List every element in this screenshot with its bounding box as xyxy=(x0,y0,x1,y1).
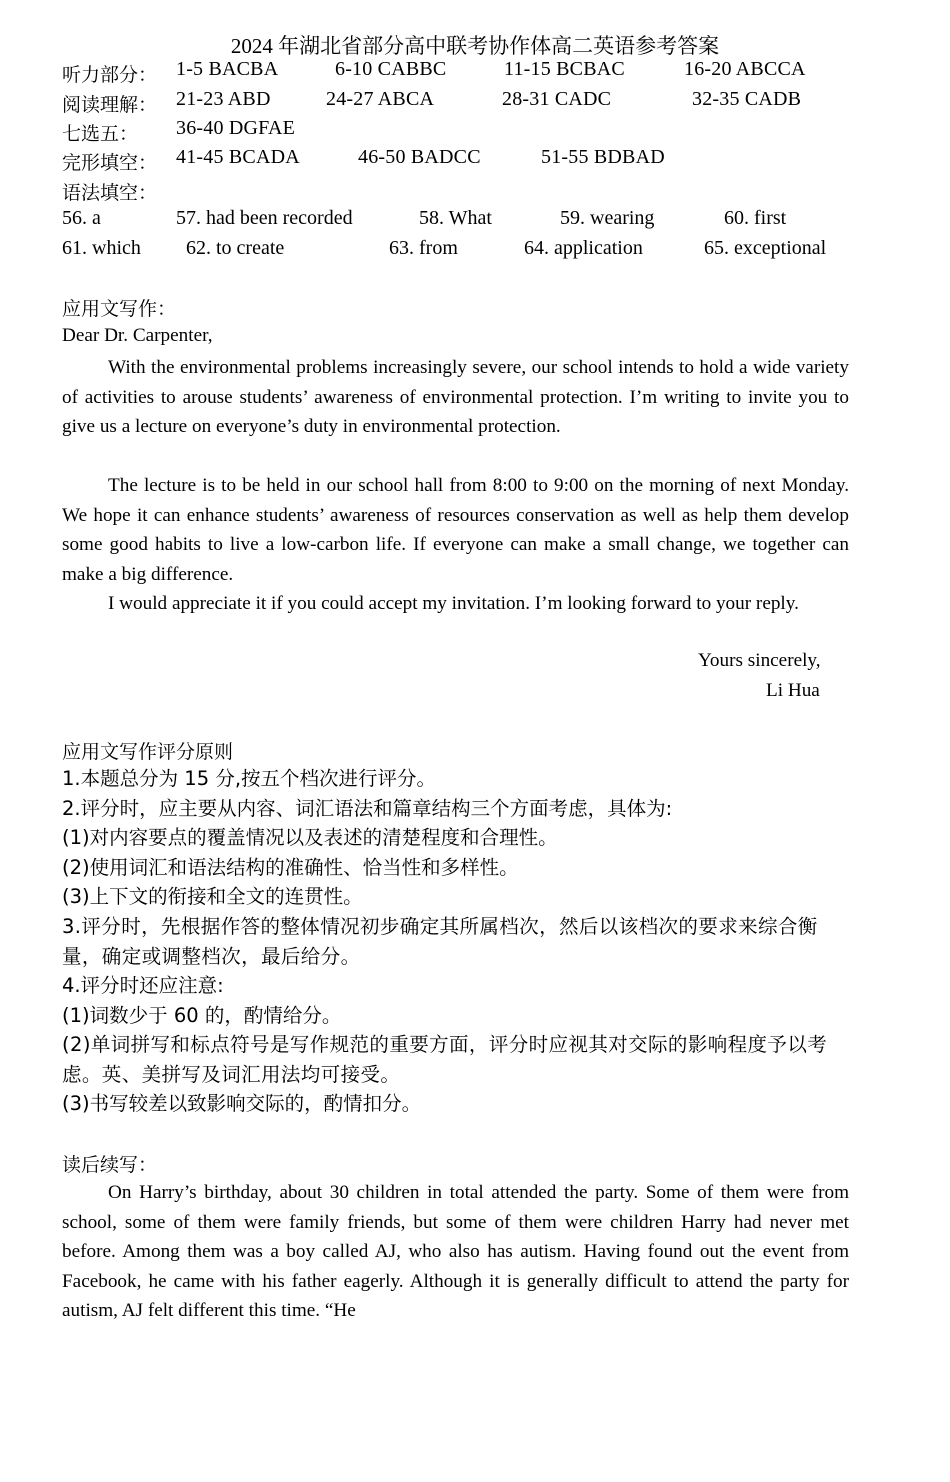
scoring-rule: 3.评分时，先根据作答的整体情况初步确定其所属档次，然后以该档次的要求来综合衡量，确定或调整档次，最后给分。 xyxy=(62,915,818,968)
reading-label: 阅读理解： xyxy=(62,94,158,116)
letter-salutation: Dear Dr. Carpenter, xyxy=(62,325,213,346)
seven-five-label: 七选五： xyxy=(62,123,139,145)
scoring-rule: (3)上下文的衔接和全文的连贯性。 xyxy=(62,885,363,908)
scoring-rule: 4.评分时还应注意: xyxy=(62,974,224,997)
scoring-rule: (2)单词拼写和标点符号是写作规范的重要方面，评分时应视其对交际的影响程度予以考虑。英、美拼写及词汇用法均可接受。 xyxy=(62,1033,828,1086)
letter-paragraph: The lecture is to be held in our school hall from 8:00 to 9:00 on the morning of next Monday. We hope it can enhance students’ awareness of resources conservation as well as help them develop some good habits to live a low-carbon life. If everyone can make a small change, we together can make a big difference. xyxy=(62,475,849,585)
answer-group: 6-10 CABBC xyxy=(335,58,447,80)
answer-group: 51-55 BDBAD xyxy=(541,146,665,168)
scoring-rule: (2)使用词汇和语法结构的准确性、恰当性和多样性。 xyxy=(62,856,519,879)
scoring-rule: (1)对内容要点的覆盖情况以及表述的清楚程度和合理性。 xyxy=(62,826,558,849)
grammar-answer: 64. application xyxy=(524,237,643,259)
letter-signature: Li Hua xyxy=(766,680,820,701)
letter-closing: Yours sincerely, xyxy=(698,650,821,671)
grammar-answer: 60. first xyxy=(724,207,787,229)
letter-paragraph: With the environmental problems increasingly severe, our school intends to hold a wide variety of activities to arouse students’ awareness of environmental protection. I’m writing to invite you to give us a lecture on everyone’s duty in environmental protection. xyxy=(62,357,849,438)
continuation-heading: 读后续写： xyxy=(62,1154,158,1176)
answer-group: 41-45 BCADA xyxy=(176,146,300,168)
answer-group: 24-27 ABCA xyxy=(326,88,435,110)
grammar-label: 语法填空： xyxy=(62,182,158,204)
practical-writing-heading: 应用文写作： xyxy=(62,298,177,320)
listening-label: 听力部分： xyxy=(62,64,158,86)
page-title: 2024 年湖北省部分高中联考协作体高二英语参考答案 xyxy=(230,34,720,58)
scoring-rule: 2.评分时，应主要从内容、词汇语法和篇章结构三个方面考虑，具体为: xyxy=(62,797,673,820)
letter-paragraph: I would appreciate it if you could accept my invitation. I’m looking forward to your reply. xyxy=(108,593,799,614)
grammar-answer: 56. a xyxy=(62,207,101,229)
answer-group: 32-35 CADB xyxy=(692,88,802,110)
answer-group: 1-5 BACBA xyxy=(176,58,279,80)
answer-group: 28-31 CADC xyxy=(502,88,612,110)
answer-group: 21-23 ABD xyxy=(176,88,271,110)
cloze-label: 完形填空： xyxy=(62,152,158,174)
grammar-answer: 63. from xyxy=(389,237,458,259)
continuation-paragraph: On Harry’s birthday, about 30 children in total attended the party. Some of them were from school, some of them were family friends, but some of them were children Harry had never met before. Among them was a boy called AJ, who also has autism. Having found out the event from Facebook, he came with his father eagerly. Although it is generally difficult to attend the party for autism, AJ felt different this time. “He xyxy=(62,1182,849,1322)
scoring-heading: 应用文写作评分原则 xyxy=(62,741,234,763)
answer-group: 11-15 BCBAC xyxy=(504,58,625,80)
grammar-answer: 58. What xyxy=(419,207,492,229)
grammar-answer: 62. to create xyxy=(186,237,285,259)
scoring-rule: (3)书写较差以致影响交际的，酌情扣分。 xyxy=(62,1092,422,1115)
grammar-answer: 59. wearing xyxy=(560,207,655,229)
answer-group: 36-40 DGFAE xyxy=(176,117,296,139)
answer-group: 46-50 BADCC xyxy=(358,146,481,168)
grammar-answer: 57. had been recorded xyxy=(176,207,353,229)
grammar-answer: 61. which xyxy=(62,237,141,259)
answer-group: 16-20 ABCCA xyxy=(684,58,806,80)
scoring-rule: 1.本题总分为 15 分,按五个档次进行评分。 xyxy=(62,767,437,790)
scoring-rule: (1)词数少于 60 的，酌情给分。 xyxy=(62,1004,342,1027)
grammar-answer: 65. exceptional xyxy=(704,237,827,259)
